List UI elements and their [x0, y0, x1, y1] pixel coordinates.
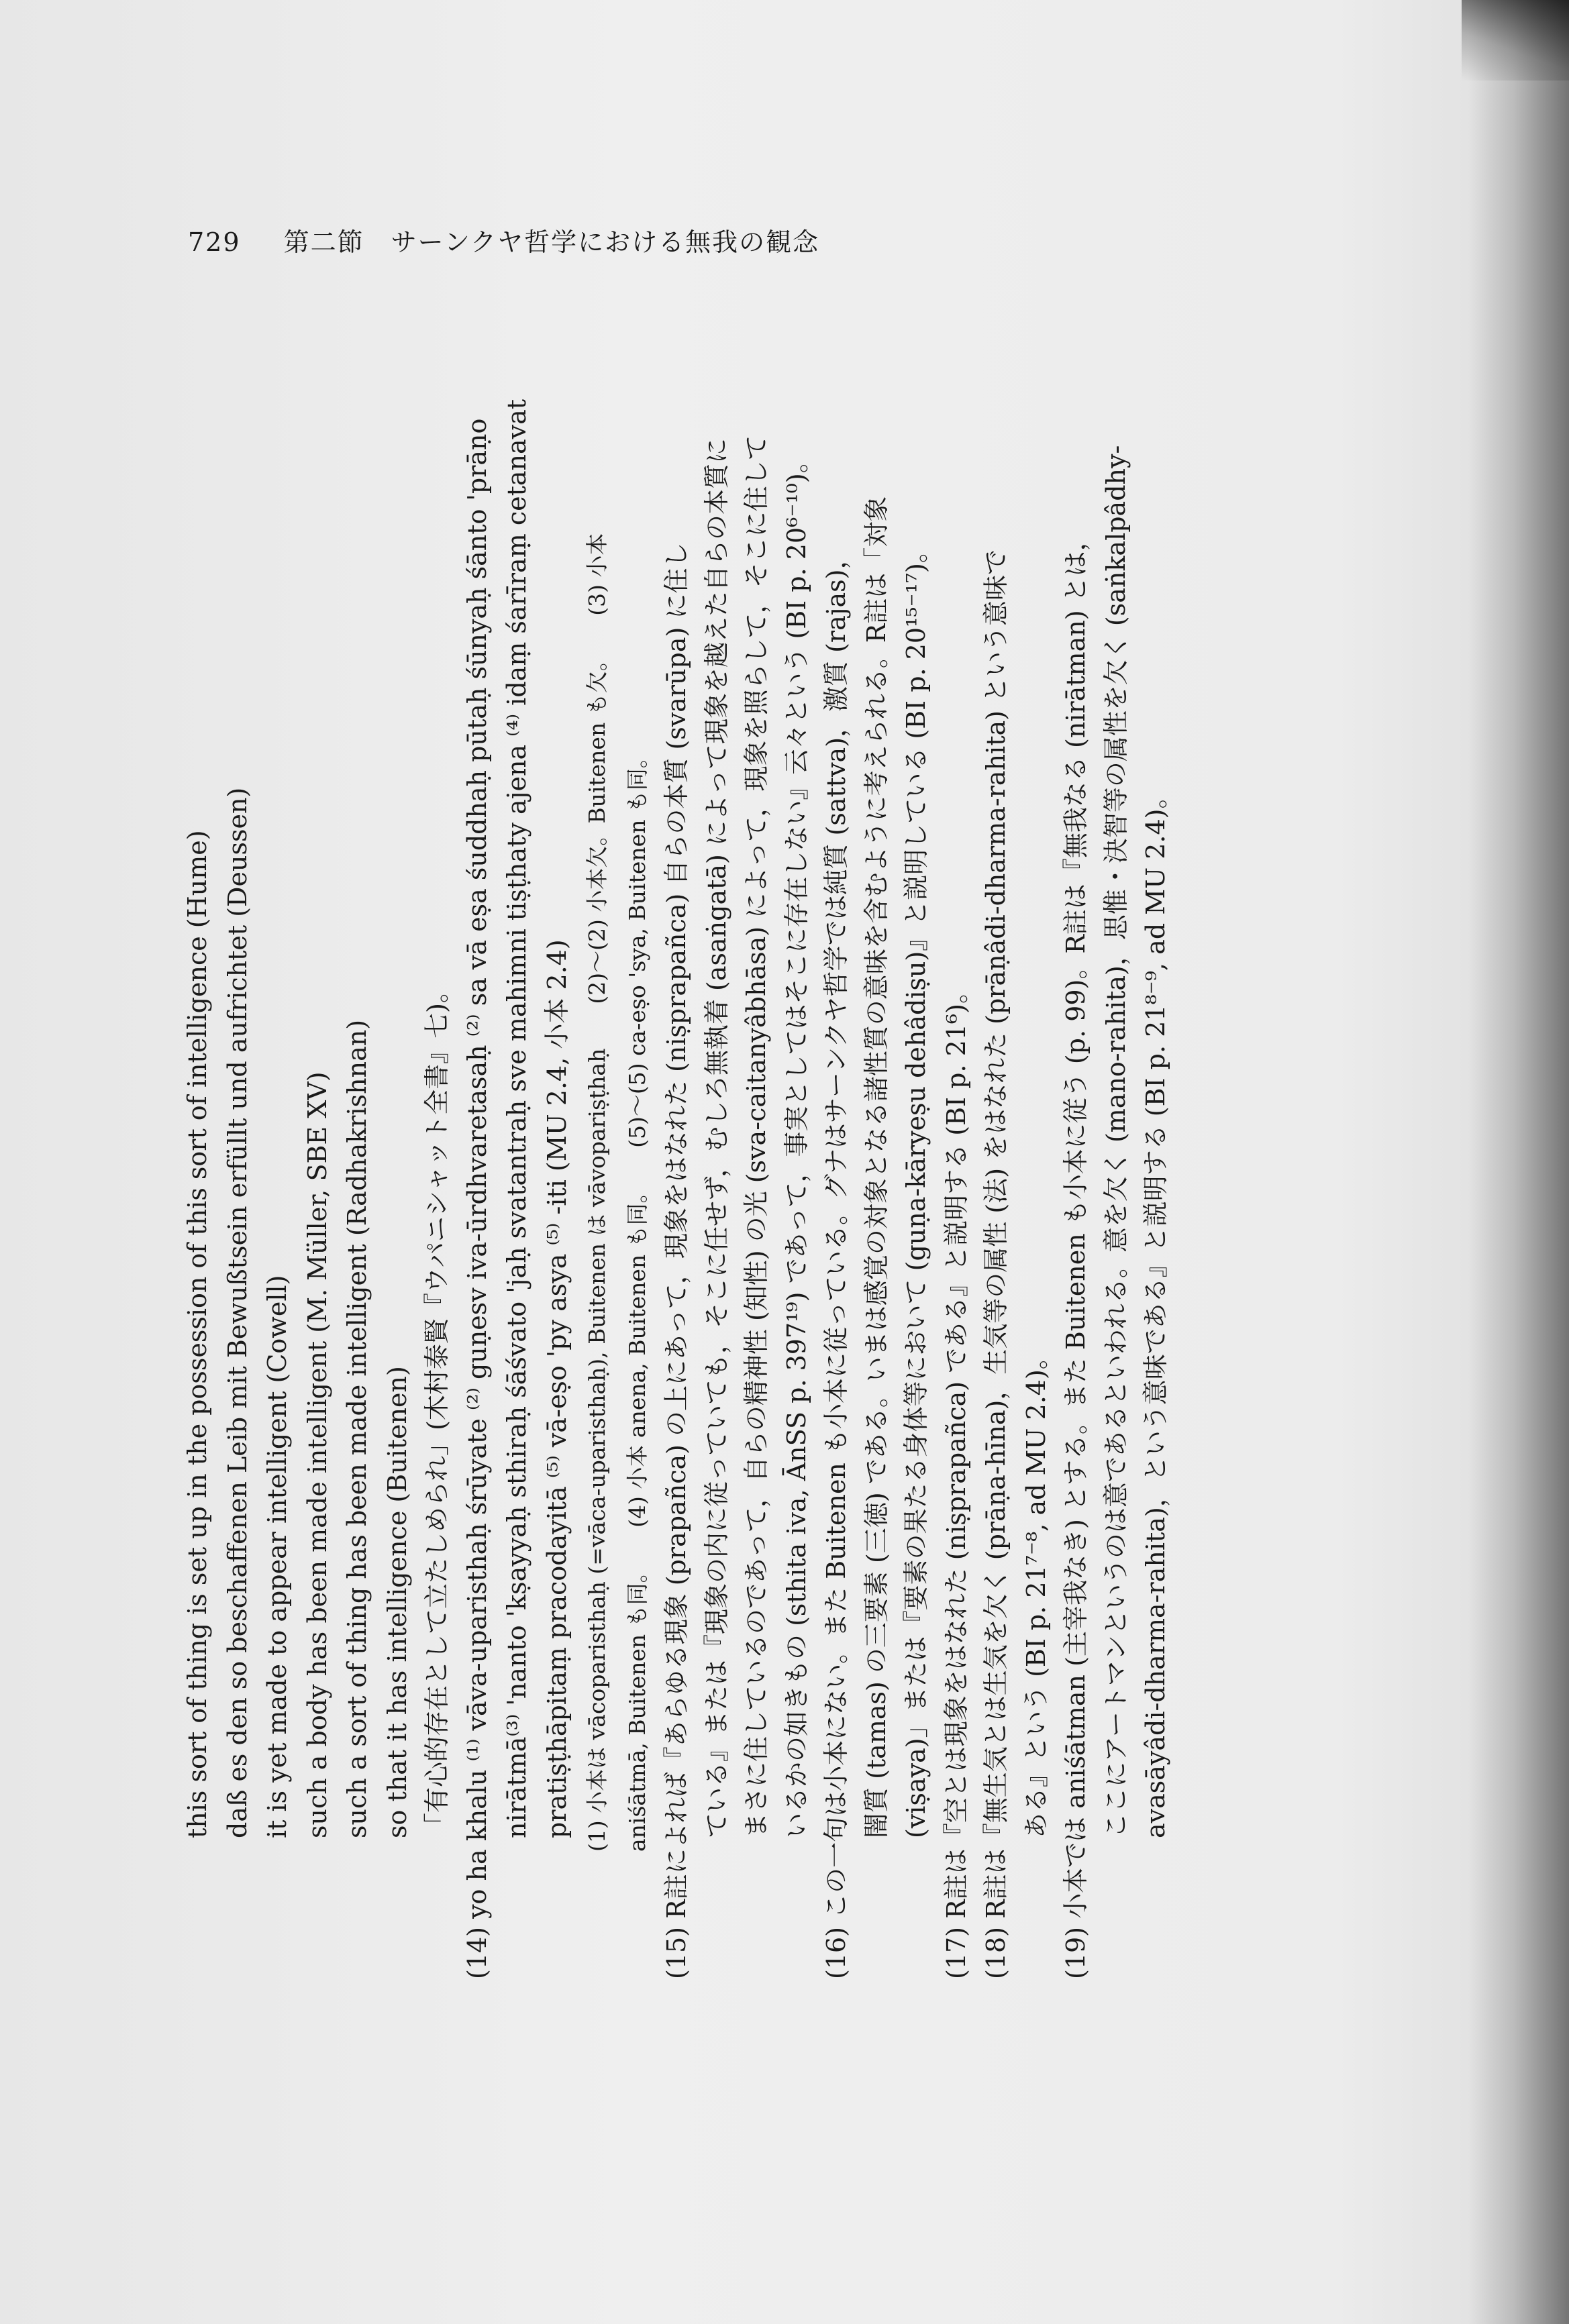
page-number: 729: [188, 227, 241, 257]
text-line: まさに住しているのであって，自らの精神性 (知性) の光 (sva-caitanyâbhāsa) によって，現象を照らして，そこに住して: [742, 435, 771, 1838]
text-line: such a sort of thing has been made intelligent (Radhakrishnan): [342, 1019, 372, 1838]
text-line: pratiṣṭhāpitaṃ pracodayitā ⁽⁵⁾ vā-eṣo 'py asya ⁽⁵⁾ -iti (MU 2.4, 小本 2.4): [542, 939, 572, 1838]
text-line: (15) R註によれば『あらゆる現象 (prapañca) の上にあって，現象をはなれた (niṣprapañca) 自らの本質 (svarūpa) に住し: [662, 542, 691, 1979]
page-edge-shadow: [1468, 0, 1569, 2324]
text-line: (16) この一句は小本にない。また Buitenen も小本に従っている。グナはサーンクヤ哲学では純質 (sattva)，激質 (rajas)，: [821, 543, 851, 1979]
text-line: ている』または『現象の内に従っていても，そこに任せず，むしろ無執着 (asaṅgatā) によって現象を越えた自らの本質に: [701, 438, 731, 1838]
text-line: aniśātmā, Buitenen も同。 (4) 小本 anena, Buitenen も同。 (5)〜(5) ca-eṣo 'sya, Buitenen も同。: [623, 746, 650, 1852]
text-line: (1) 小本は vācoparisthaḥ (=vāca-uparisthaḥ), Buitenen は vāvopariṣṭhaḥ (2)〜(2) 小本欠。Buitenen も欠。 (3) 小本: [584, 533, 610, 1852]
text-line: so that it has intelligence (Buitenen): [382, 1366, 412, 1838]
text-line: it is yet made to appear intelligent (Cowell): [262, 1275, 292, 1838]
text-line: (18) R註は『無生気とは生気を欠く (prāṇa-hīna)，生気等の属性 (法) をはなれた (prāṇâdi-dharma-rahita) という意味で: [981, 549, 1011, 1979]
text-line: (17) R註は『空とは現象をはなれた (niṣprapañca) である』と説明する (BI p. 21⁶)。: [941, 978, 971, 1979]
text-line: daß es den so beschaffenen Leib mit Bewußtsein erfüllt und aufrichtet (Deussen): [222, 787, 252, 1838]
page-corner-shadow: [1462, 0, 1569, 81]
text-line: 「有心的存在として立たしめられ」(木村泰賢『ウパニシャット全書』七)。: [422, 978, 452, 1838]
text-line: (19) 小本では aniśātman (主宰我なき) とする。また Buitenen も小本に従う (p. 99)。R註は『無我なる (nirātman) とは，: [1061, 525, 1091, 1979]
text-line: (14) yo ha khalu ⁽¹⁾ vāva-uparisthaḥ śrūyate ⁽²⁾ guṇesv iva-ūrdhvaretasaḥ ⁽²⁾ sa vā eṣa śuddhaḥ pūtaḥ śūnyaḥ śānto 'prāṇo: [462, 418, 492, 1979]
text-line: nirātmā⁽³⁾ 'nanto 'kṣayyaḥ sthiraḥ śāśvato 'jaḥ svatantraḥ sve mahimni tiṣṭhaty ajena ⁽⁴⁾ idaṃ śarīraṃ cetanavat: [502, 399, 532, 1838]
text-line: ある』という (BI p. 21⁷⁻⁸, ad MU 2.4)。: [1021, 1344, 1051, 1838]
text-line: いるかの如きもの (sthita iva, ĀnSS p. 397¹⁹) であって，事実としてはそこに存在しない』云々という (BI p. 20⁶⁻¹⁰)。: [781, 447, 811, 1838]
text-line: ここにアートマンというのは意であるといわれる。意を欠く (mano-rahita)，思惟・決智等の属性を欠く (saṅkalpâdhy-: [1101, 445, 1131, 1838]
footnote-body: [178, 7, 1225, 1979]
text-line: 闇質 (tamas) の三要素 (三徳) である。いまは感覚の対象となる諸性質の意味を含むように考えられる。R註は「対象: [861, 496, 891, 1838]
text-line: this sort of thing is set up in the possession of this sort of intelligence (Hume): [183, 830, 212, 1838]
text-line: (viṣaya)」または『要素の果たる身体等において (guṇa-kāryeṣu dehâdiṣu)』と説明している (BI p. 20¹⁵⁻¹⁷)。: [901, 537, 931, 1838]
text-line: such a body has been made intelligent (M. Müller, SBE XV): [302, 1071, 332, 1838]
text-line: avasāyâdi-dharma-rahita)，という意味である』と説明する (BI p. 21⁸⁻⁹, ad MU 2.4)。: [1141, 783, 1170, 1838]
section-title: 第二節 サーンクヤ哲学における無我の観念: [283, 227, 820, 257]
